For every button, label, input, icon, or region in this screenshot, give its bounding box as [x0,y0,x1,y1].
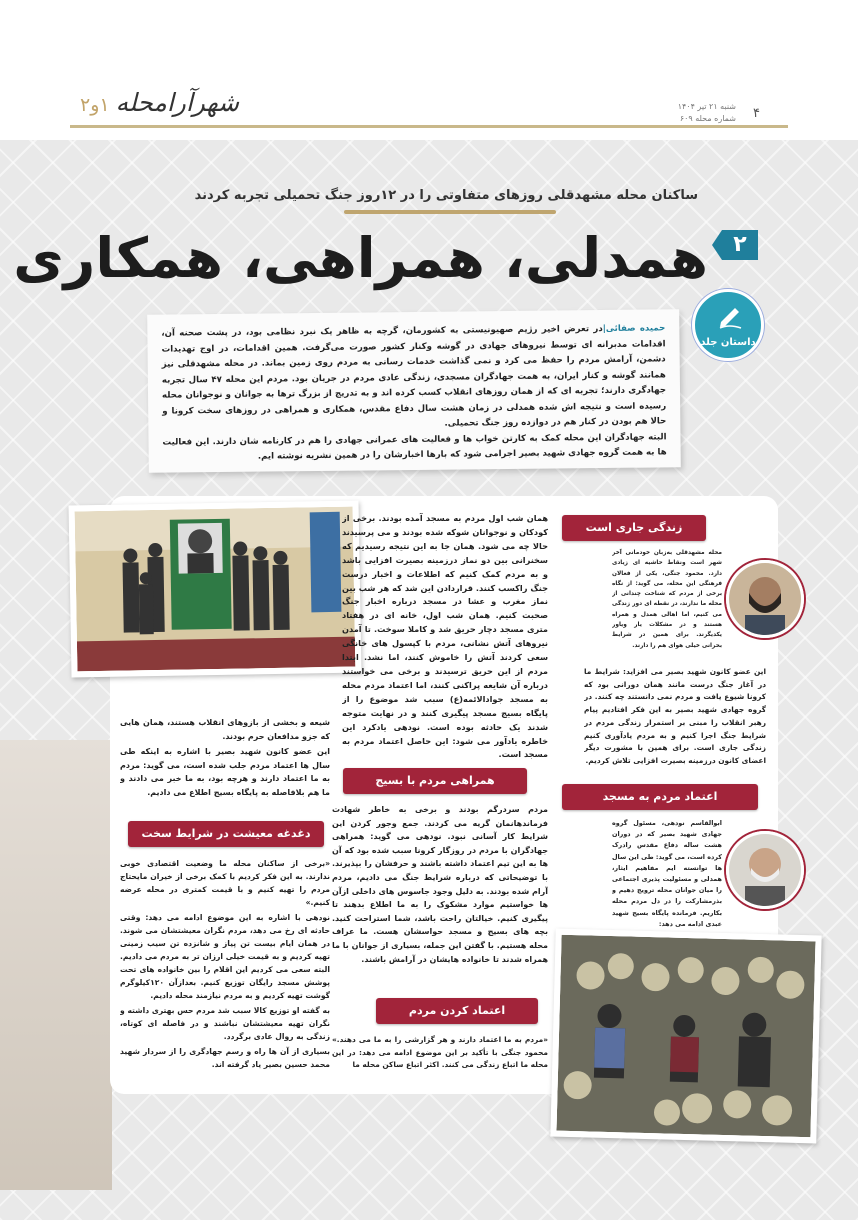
text-hardship-p1: «برخی از ساکنان محله ما وضعیت اقتصادی خوبی ندارند. به این فکر کردیم با کمک برخی از خیران مایحتاج مردم را تهیه کنیم و با قیمت کمتری در محله عرضه کنیم.» [120,859,330,907]
text-hardship-p3: به گفته او توزیع کالا سبب شد مردم حس بهتری داشته و نگران تهیه معیشتشان نباشند و در فاصله ای کوتاه، زندگی به روال عادی برگردد. [120,1006,330,1041]
intro-text-2: البته جهادگران این محله کمک به کارتن خواب ها و فعالیت های عمرانی جهادی را هم در کارنامه شان دارند. این فعالیت ها به همت گروه جهادی شهید بصیر اجرامی شود که بارها اخبارشان را در همین نشریه نوشته ایم. [162,431,667,462]
heading-life-goes-on: زندگی جاری است [562,515,706,541]
issue-tag: ۱و۲ [80,94,110,116]
col-life-p2 [584,666,766,768]
text-life-p2: این عضو کانون شهید بصیر می افزاید: شرایط ما در آغاز جنگ درست مانند همان دورانی بود که کرونا شیوع یافت و مردم نمی دانستند چه کنند. در گروه جهادی شهید بصیر به این فکر افتادیم پیام رهبر انقلاب را مبنی بر استمرار زندگی مردم در شرایط جنگ اجرا کنیم و به مردم یادآوری کنیم زندگی جاری است. برای همین با مشورت دیگر اعضای کانون درزمینه بصیرت افزایی تلاش کردیم. [584,667,766,765]
headline-title: همدلی، همراهی، همکاری [13,226,708,290]
heading-people-with-basij: همراهی مردم با بسیج [343,768,527,794]
col-hardship-text [120,857,330,1085]
text-hardship-p2: نودهی با اشاره به این موضوع ادامه می دهد: وقتی حادثه ای رخ می دهد، مردم نگران معیشتشان می شوند. در همان ایام بیست تن پیاز و شانزده تن سیب زمینی تهیه کردیم و به قیمت خیلی ارزان تر به مردم می دادیم. البته سعی می کردیم این اقلام را بین خانواده های تحت پوشش مسجد رایگان توزیع کنیم. بعدازآن ۱۲۰کیلوگرم گوشت تهیه کردیم و به مردم نیازمند محله دادیم. [120,913,330,1000]
text-hardship-p4: بسیاری از آن ها راه و رسم جهادگری را از سردار شهید محمد حسین بصیر یاد گرفته اند. [120,1047,330,1069]
heading-livelihood-concern: دغدغه معیشت در شرایط سخت [128,821,324,847]
photo-distribution-image [556,935,815,1138]
photo-group [69,500,362,677]
heading-people-trust-mosque: اعتماد مردم به مسجد [562,784,758,810]
issue-number: شماره محله ۶۰۹ [679,114,736,123]
cover-story-label: داستان جلد [700,337,756,348]
col-trust-p1 [612,818,722,934]
heading-people-trusting: اعتماد کردن مردم [376,998,538,1024]
intro-box [147,309,681,473]
col-basij-p1 [332,803,548,981]
col-trust-people-p1 [332,1034,548,1082]
date-info [678,101,736,125]
col-left-text [120,716,330,804]
date-text: شنبه ۲۱ تیر ۱۴۰۴ [677,102,736,111]
headline-kicker: ساکنان محله مشهدقلی روزهای متفاوتی را در ۱۲روز جنگ تحمیلی تجربه کردند [194,188,698,203]
text-trust-p1: ابوالقاسم نودهی، مسئول گروه جهادی شهید بصیر که در دوران هشت ساله دفاع مقدس رادرک کرده است، می گوید: طی این سال ها توانسته ایم مفاهیم ایثار، همدلی و مسئولیت پذیری اجتماعی را میان جوانان محله ترویج دهیم و بذرمشارکت را در دل مردم محله بکاریم. فرمانده پایگاه بسیج شهید عبدی ادامه می دهد: [612,819,722,928]
text-life-p1: محله مشهدقلی به‌زبان خودمانی آخر شهر است ونقاط حاشیه ای زیادی دارد. محمود جنگی، یکی از فعالان فرهنگی این محله، می گوید: از نگاه برخی از مردم که شناخت چندانی از محله ما ندارند، در نقطه ای دور زندگی می کنیم، اما اهالی همدل و همراه هستند و در مشکلات یار ویاور یکدیگرند. برای همین در شرایط بحرانی خیلی هوای هم را دارند. [612,550,722,649]
brand-name: شهرآرامحله [115,88,240,117]
col-life-p1 [612,548,722,652]
publication-logo [80,88,239,117]
photo-group-image [75,507,356,672]
text-left-p2: این عضو کانون شهید بصیر با اشاره به اینکه طی سال ها اعتماد مردم جلب شده است، می گوید: مردم به ما اعتماد دارند و هرچه بود، به ما خبر می دادند و ما هم بلافاصله به پایگاه بسیج اطلاع می دادیم. [120,747,330,797]
col-middle-p1 [342,512,548,762]
portrait-abolghasem-nodehi [726,831,804,909]
story-number-badge: ۲ [722,230,758,260]
portrait-mahmoud-jangi [726,560,804,638]
text-trust-people-p1: «مردم به ما اعتماد دارند و هر گزارشی را به ما می دهند.» محمود جنگی با تأکید بر این موضوع ادامه می دهد: در این محله ما اتباع زندگی می کنند. اکثر اتباع ساکن محله ما [332,1035,548,1070]
text-basij-p1: مردم سردرگم بودند و برخی به خاطر شهادت فرماندهانمان گریه می کردند. جمع وجور کردن این شرایط کار آسانی نبود. نودهی می گوید: همراهی جهادگران با مردم در روزگار کرونا سبب شده بود که آن ها به این تیم اعتماد داشته باشند و حرفشان را بپذیرند. با توضیحاتی که درباره شرایط جنگ می دادیم، مردم آرام شده بودند. به دلیل وجود جاسوس های داخلی ازآن ها خواستیم موارد مشکوک را به ما اطلاع بدهند تا پیگیری کنیم. خیالتان راحت باشد، شما استراحت کنید. بچه های بسیج و مسجد حواسشان هست. ما عراف محله هستیم. با گفتن این جمله، بسیاری از جوانان با ما همراه شدند تا خانواده هایشان در آرامش باشند. [332,805,548,964]
page-number: ۴ [753,106,760,121]
cover-story-badge [692,289,764,361]
kicker-underline [344,210,556,214]
background-photo-strip [0,740,112,1190]
intro-text: در تعرض اخیر رژیم صهیونیستی به کشورمان، گرچه به ظاهر یک نبرد نظامی بود، در پشت صحنه آن، اقدامات مدبرانه ای توسط نیروهای جهادی در گوشه وکنار کشور صورت می‌گرفت. همین اقدامات، در اوج تهدیدات دشمن، آرامش مردم را حفظ می کرد و نمی گذاشت خدمات رسانی به مردم روی زمین بماند. در محله مشهدقلی نیز همانند گوشه و کنار ایران، به همت جهادگران مسجدی، زندگی عادی مردم در جریان بود. مردم این محله ۴۷ سال تجربه جهادگری دارند؛ تجربه ای که از همان روزهای انقلاب کسب کرده اند و به تدریج از بزرگ ترها به جوانان و نوجوانان محله رسیده است و نتیجه اش شده همدلی در زمان هشت سال دفاع مقدس، همکاری و همراهی در روزهای سخت کرونا و حالا هم بودن در کنار هم در دوازده روز جنگ تحمیلی. [161,324,667,429]
byline: حمیده صفائی| [602,323,666,335]
page-header [0,0,858,140]
photo-distribution [550,929,821,1144]
pen-icon [717,302,745,330]
text-left-p1: شیعه و بخشی از بازوهای انقلاب هستند، همان هایی که جزو مدافعان حرم بودند. [120,718,330,741]
header-rule [70,125,788,128]
text-middle-p1: همان شب اول مردم به مسجد آمده بودند. برخی از کودکان و نوجوانان شوکه شده بودند و می پرسیدند حالا چه می شود. همان جا به این نتیجه رسیدیم که سخنرانی بین دو نماز درزمینه بصیرت افزایی باشد و به مردم کمک کنیم که اطلاعات و اخبار درست جنگ راکسب کنند. قراردادن این شد که هر شب بین نماز مغرب و عشا در مسجد درباره اخبار جنگ صحبت کنیم. همان شب اول، خانه ای در هفتاد متری مسجد دچار حریق شد و کاملا سوخت. تا آمدن نیروهای آتش نشانی، مردم با کپسول های خانگی سعی کردند آتش را خاموش کنند، اما نشد. ابتدا مردم از این حریق ترسیدند و برخی می خواستند درباره آن شایعه پراکنی کنند، اما اعتماد مردم محله به مسجد جوادالائمه(ع) سبب شد موضوع را از پایگاه بسیج مسجد پیگیری کنند و در نهایت متوجه شدند یک حادثه بوده است. نودهی یادکرد این خاطره یادآور می شود: این حاصل اعتماد مردم به مسجد است. [342,513,548,760]
